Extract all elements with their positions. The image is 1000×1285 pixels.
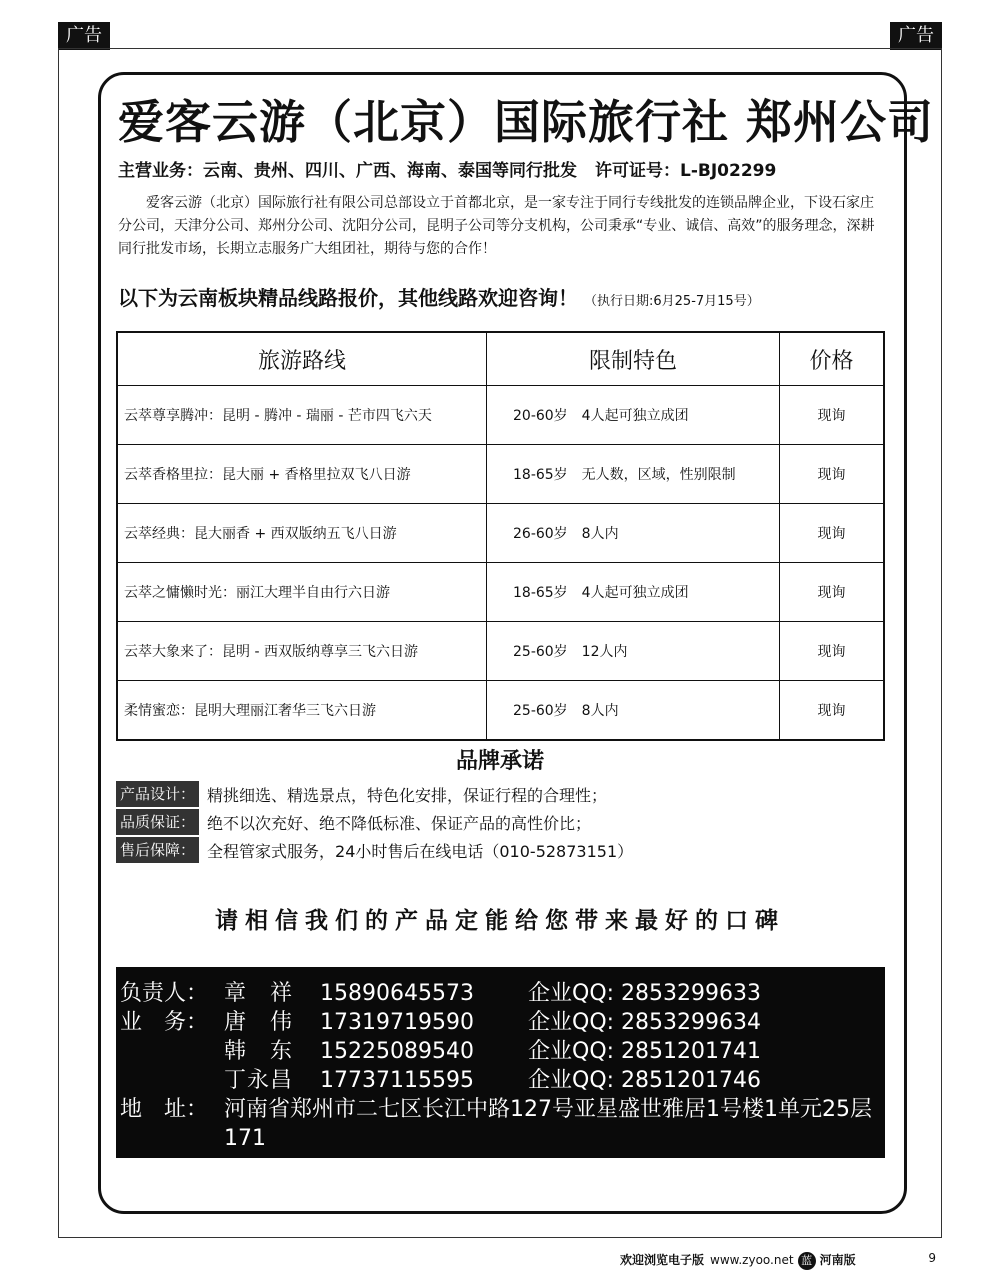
promise-text: 绝不以次充好、绝不降低标准、保证产品的高性价比； [207, 813, 592, 833]
route-cell: 云萃之慵懒时光：丽江大理半自由行六日游 [117, 563, 487, 622]
table-row [117, 681, 884, 741]
footer-welcome: 欢迎浏览电子版 [620, 1253, 705, 1267]
contact-phone: 17319719590 [320, 1010, 474, 1035]
company-intro: 爱客云游（北京）国际旅行社有限公司总部设立于首都北京，是一家专注于同行专线批发的连锁品牌企业，下设石家庄分公司，天津分公司、郑州分公司、沈阳分公司，昆明子公司等分支机构，公司秉承“专业、诚信、高效”的服务理念，深耕同行批发市场，长期立志服务广大组团社，期待与您的合作！ [118, 195, 875, 257]
contact-qq: 企业QQ: 2853299634 [528, 1010, 762, 1035]
offer-text: 以下为云南板块精品线路报价，其他线路欢迎咨询！ [118, 286, 578, 310]
route-cell: 云萃香格里拉：昆大丽 + 香格里拉双飞八日游 [117, 445, 487, 504]
contact-row [120, 979, 885, 1008]
promise-text: 全程管家式服务，24小时售后在线电话（010-52873151） [207, 841, 634, 861]
license-number: 许可证号：L-BJ02299 [595, 161, 777, 181]
route-cell: 云萃经典：昆大丽香 + 西双版纳五飞八日游 [117, 504, 487, 563]
header-route: 旅游路线 [117, 332, 487, 386]
promise-text: 精挑细选、精选景点，特色化安排，保证行程的合理性； [207, 785, 608, 805]
brand-promise-title: 品牌承诺 [455, 749, 544, 774]
contact-label: 业 务： [120, 1010, 209, 1035]
footer-site-link[interactable]: www.zyoo.net [710, 1253, 794, 1267]
footer-edition: 河南版 [819, 1253, 856, 1267]
price-cell: 现询 [780, 445, 885, 504]
contact-phone: 15225089540 [320, 1039, 474, 1064]
address-label: 地 址： [120, 1097, 209, 1122]
price-cell: 现询 [780, 386, 885, 445]
promise-label: 售后保障： [116, 837, 199, 863]
contact-name: 唐 伟 [224, 1010, 294, 1035]
limit-cell: 25-60岁 8人内 [487, 681, 780, 741]
contact-row [120, 1066, 885, 1095]
page-footer [620, 1251, 940, 1271]
contact-qq: 企业QQ: 2851201741 [528, 1039, 762, 1064]
limit-cell: 26-60岁 8人内 [487, 504, 780, 563]
contact-qq: 企业QQ: 2851201746 [528, 1068, 762, 1093]
price-cell: 现询 [780, 681, 885, 741]
header-limit: 限制特色 [487, 332, 780, 386]
limit-cell: 18-65岁 4人起可独立成团 [487, 563, 780, 622]
contact-name: 丁永昌 [224, 1068, 294, 1093]
promise-label: 品质保证： [116, 809, 199, 835]
contact-row [120, 1037, 885, 1066]
promise-item [116, 836, 886, 864]
limit-cell: 18-65岁 无人数，区域，性别限制 [487, 445, 780, 504]
price-cell: 现询 [780, 622, 885, 681]
limit-cell: 25-60岁 12人内 [487, 622, 780, 681]
price-cell: 现询 [780, 504, 885, 563]
contact-name: 章 祥 [224, 981, 294, 1006]
address-text: 河南省郑州市二七区长江中路127号亚星盛世雅居1号楼1单元25层171 [224, 1097, 872, 1151]
contact-name: 韩 东 [224, 1039, 294, 1064]
ad-tag-left: 广告 [58, 22, 110, 50]
route-cell: 云萃大象来了：昆明 - 西双版纳尊享三飞六日游 [117, 622, 487, 681]
table-header-row [117, 332, 884, 386]
page-number: 9 [928, 1251, 936, 1265]
route-cell: 柔情蜜恋：昆明大理丽江奢华三飞六日游 [117, 681, 487, 741]
table-row [117, 504, 884, 563]
brand-promise-list [116, 780, 886, 864]
table-row [117, 622, 884, 681]
page-title: 爱客云游（北京）国际旅行社 郑州公司 [118, 95, 935, 149]
table-row [117, 445, 884, 504]
contact-row [120, 1008, 885, 1037]
contact-phone: 17737115595 [320, 1068, 474, 1093]
limit-cell: 20-60岁 4人起可独立成团 [487, 386, 780, 445]
ad-tag-right: 广告 [890, 22, 942, 50]
contact-block [116, 967, 885, 1158]
promise-label: 产品设计： [116, 781, 199, 807]
header-price: 价格 [780, 332, 885, 386]
contact-qq: 企业QQ: 2853299633 [528, 981, 762, 1006]
table-row [117, 563, 884, 622]
table-row [117, 386, 884, 445]
brand-logo-icon: 蓝 [798, 1252, 816, 1270]
contact-phone: 15890645573 [320, 981, 474, 1006]
address-row [120, 1095, 885, 1151]
promise-item [116, 780, 886, 808]
offer-heading [118, 282, 888, 311]
contact-label: 负责人： [120, 981, 209, 1006]
price-cell: 现询 [780, 563, 885, 622]
slogan: 请相信我们的产品定能给您带来最好的口碑 [215, 907, 785, 934]
business-scope: 主营业务：云南、贵州、四川、广西、海南、泰国等同行批发 [118, 161, 577, 181]
route-cell: 云萃尊享腾冲：昆明 - 腾冲 - 瑞丽 - 芒市四飞六天 [117, 386, 487, 445]
business-line [118, 156, 888, 181]
routes-table [116, 331, 885, 741]
offer-date: （执行日期:6月25-7月15号） [584, 294, 760, 309]
promise-item [116, 808, 886, 836]
